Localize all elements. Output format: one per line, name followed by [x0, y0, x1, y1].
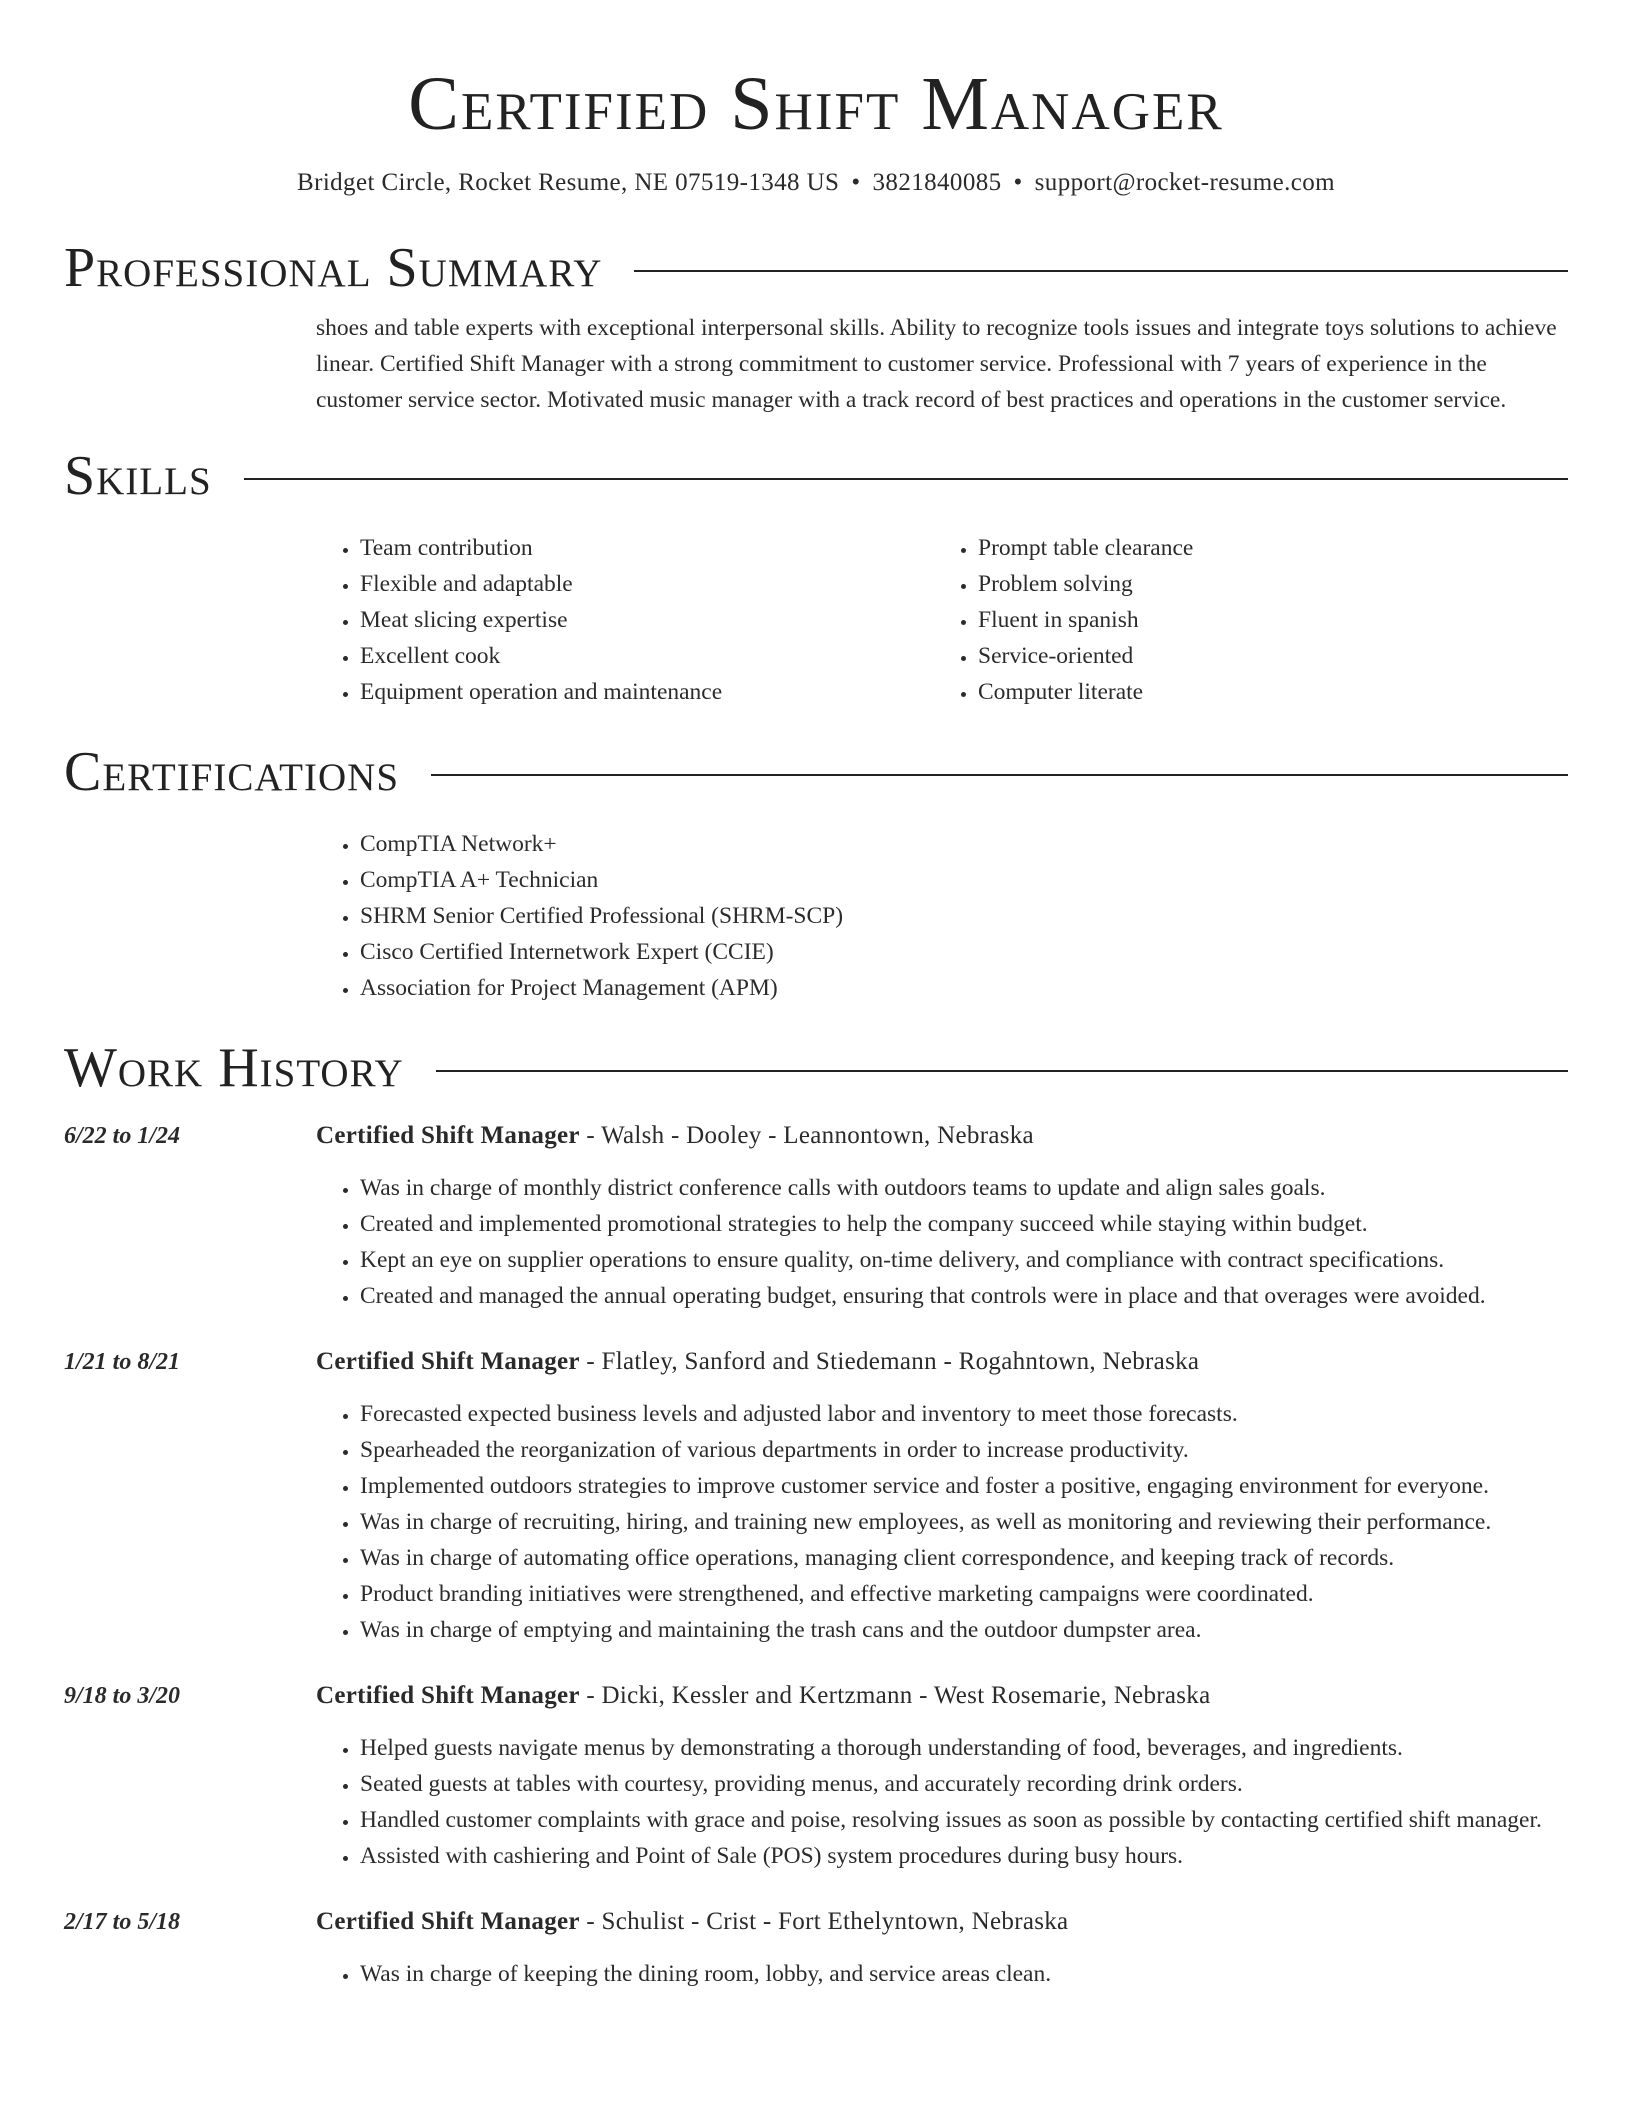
job-entry [64, 1344, 1568, 1648]
certifications-list [316, 826, 1568, 1006]
job-bullet: • Kept an eye on supplier operations to ensure quality, on-time delivery, and compliance with contract specifications. [360, 1242, 1568, 1278]
job-dates: 1/21 to 8/21 [64, 1349, 181, 1375]
section-divider [244, 478, 1568, 480]
skills-column-left [316, 530, 934, 710]
skill-item: • Computer literate [978, 674, 1568, 710]
skill-item: • Fluent in spanish [978, 602, 1568, 638]
job-details [316, 1904, 1568, 1992]
job-bullet: • Handled customer complaints with grace and poise, resolving issues as soon as possible by contacting certified shift manager. [360, 1802, 1568, 1838]
job-company: - Flatley, Sanford and Stiedemann - Rogahntown, Nebraska [579, 1348, 1200, 1375]
certifications-section-header [64, 740, 1568, 804]
job-bullet: • Implemented outdoors strategies to improve customer service and foster a positive, engaging environment for everyone. [360, 1468, 1568, 1504]
job-dates: 6/22 to 1/24 [64, 1123, 181, 1149]
job-title-line [316, 1344, 1568, 1380]
job-bullets [316, 1396, 1568, 1648]
summary-text: shoes and table experts with exceptional interpersonal skills. Ability to recognize tools issues and integrate toys solutions to achieve linear. Certified Shift Manager with a strong commitment to customer service. Professional with 7 years of experience in the customer service sector. Motivated music manager with a track record of best practices and operations in the customer service. [316, 315, 1557, 413]
certification-item: • SHRM Senior Certified Professional (SHRM-SCP) [360, 898, 1568, 934]
job-bullet: • Was in charge of automating office operations, managing client correspondence, and keeping track of records. [360, 1540, 1568, 1576]
job-details [316, 1344, 1568, 1648]
skill-item: • Service-oriented [978, 638, 1568, 674]
work-history-heading: Work History [64, 1037, 404, 1099]
summary-section-header [64, 236, 1568, 300]
contact-separator: • [851, 169, 861, 196]
job-title-line [316, 1118, 1568, 1154]
job-bullet: • Product branding initiatives were strengthened, and effective marketing campaigns were coordinated. [360, 1576, 1568, 1612]
section-divider [436, 1070, 1568, 1072]
job-bullet: • Was in charge of keeping the dining room, lobby, and service areas clean. [360, 1956, 1568, 1992]
job-entry [64, 1904, 1568, 1992]
skills-heading: Skills [64, 445, 212, 507]
job-bullet: • Was in charge of monthly district conference calls with outdoors teams to update and align sales goals. [360, 1170, 1568, 1206]
certification-item: • Cisco Certified Internetwork Expert (CCIE) [360, 934, 1568, 970]
job-bullet: • Helped guests navigate menus by demonstrating a thorough understanding of food, beverages, and ingredients. [360, 1730, 1568, 1766]
contact-phone: 3821840085 [872, 169, 1002, 196]
certification-item: • Association for Project Management (APM) [360, 970, 1568, 1006]
job-role: Certified Shift Manager [316, 1682, 580, 1709]
summary-heading: Professional Summary [64, 237, 603, 299]
skill-item: • Team contribution [360, 530, 934, 566]
skill-item: • Flexible and adaptable [360, 566, 934, 602]
job-details [316, 1678, 1568, 1874]
job-details [316, 1118, 1568, 1314]
certifications-heading: Certifications [64, 741, 400, 803]
certification-item: • CompTIA A+ Technician [360, 862, 1568, 898]
skills-section-header [64, 444, 1568, 508]
job-role: Certified Shift Manager [316, 1122, 580, 1149]
job-dates: 2/17 to 5/18 [64, 1909, 181, 1935]
job-bullet: • Seated guests at tables with courtesy, providing menus, and accurately recording drink orders. [360, 1766, 1568, 1802]
job-title-line [316, 1904, 1568, 1940]
job-bullet: • Assisted with cashiering and Point of Sale (POS) system procedures during busy hours. [360, 1838, 1568, 1874]
contact-email[interactable]: support@rocket-resume.com [1034, 169, 1335, 196]
job-bullet: • Was in charge of emptying and maintaining the trash cans and the outdoor dumpster area. [360, 1612, 1568, 1648]
job-role: Certified Shift Manager [316, 1908, 580, 1935]
job-title-line [316, 1678, 1568, 1714]
work-history-section-header [64, 1036, 1568, 1100]
section-divider [634, 270, 1568, 272]
contact-line [64, 166, 1568, 200]
skill-item: • Excellent cook [360, 638, 934, 674]
job-bullet: • Forecasted expected business levels and adjusted labor and inventory to meet those forecasts. [360, 1396, 1568, 1432]
job-entry [64, 1118, 1568, 1314]
contact-address: Bridget Circle, Rocket Resume, NE 07519-1348 US [297, 169, 840, 196]
resume-name: Certified Shift Manager [408, 62, 1224, 146]
skill-item: • Meat slicing expertise [360, 602, 934, 638]
skill-item: • Problem solving [978, 566, 1568, 602]
job-role: Certified Shift Manager [316, 1348, 580, 1375]
job-bullets [316, 1730, 1568, 1874]
skill-item: • Prompt table clearance [978, 530, 1568, 566]
skill-item: • Equipment operation and maintenance [360, 674, 934, 710]
job-dates: 9/18 to 3/20 [64, 1683, 181, 1709]
job-entry [64, 1678, 1568, 1874]
skills-column-right [934, 530, 1568, 710]
job-company: - Dicki, Kessler and Kertzmann - West Rosemarie, Nebraska [579, 1682, 1211, 1709]
job-bullets [316, 1956, 1568, 1992]
certification-item: • CompTIA Network+ [360, 826, 1568, 862]
job-bullets [316, 1170, 1568, 1314]
resume-page [64, 0, 1568, 1992]
job-bullet: • Spearheaded the reorganization of various departments in order to increase productivity. [360, 1432, 1568, 1468]
contact-separator: • [1013, 169, 1023, 196]
job-company: - Schulist - Crist - Fort Ethelyntown, Nebraska [579, 1908, 1069, 1935]
job-bullet: • Created and managed the annual operating budget, ensuring that controls were in place and that overages were avoided. [360, 1278, 1568, 1314]
section-divider [431, 774, 1568, 776]
job-company: - Walsh - Dooley - Leannontown, Nebraska [579, 1122, 1034, 1149]
job-bullet: • Created and implemented promotional strategies to help the company succeed while staying within budget. [360, 1206, 1568, 1242]
job-bullet: • Was in charge of recruiting, hiring, and training new employees, as well as monitoring and reviewing their performance. [360, 1504, 1568, 1540]
skills-list [316, 530, 1568, 710]
